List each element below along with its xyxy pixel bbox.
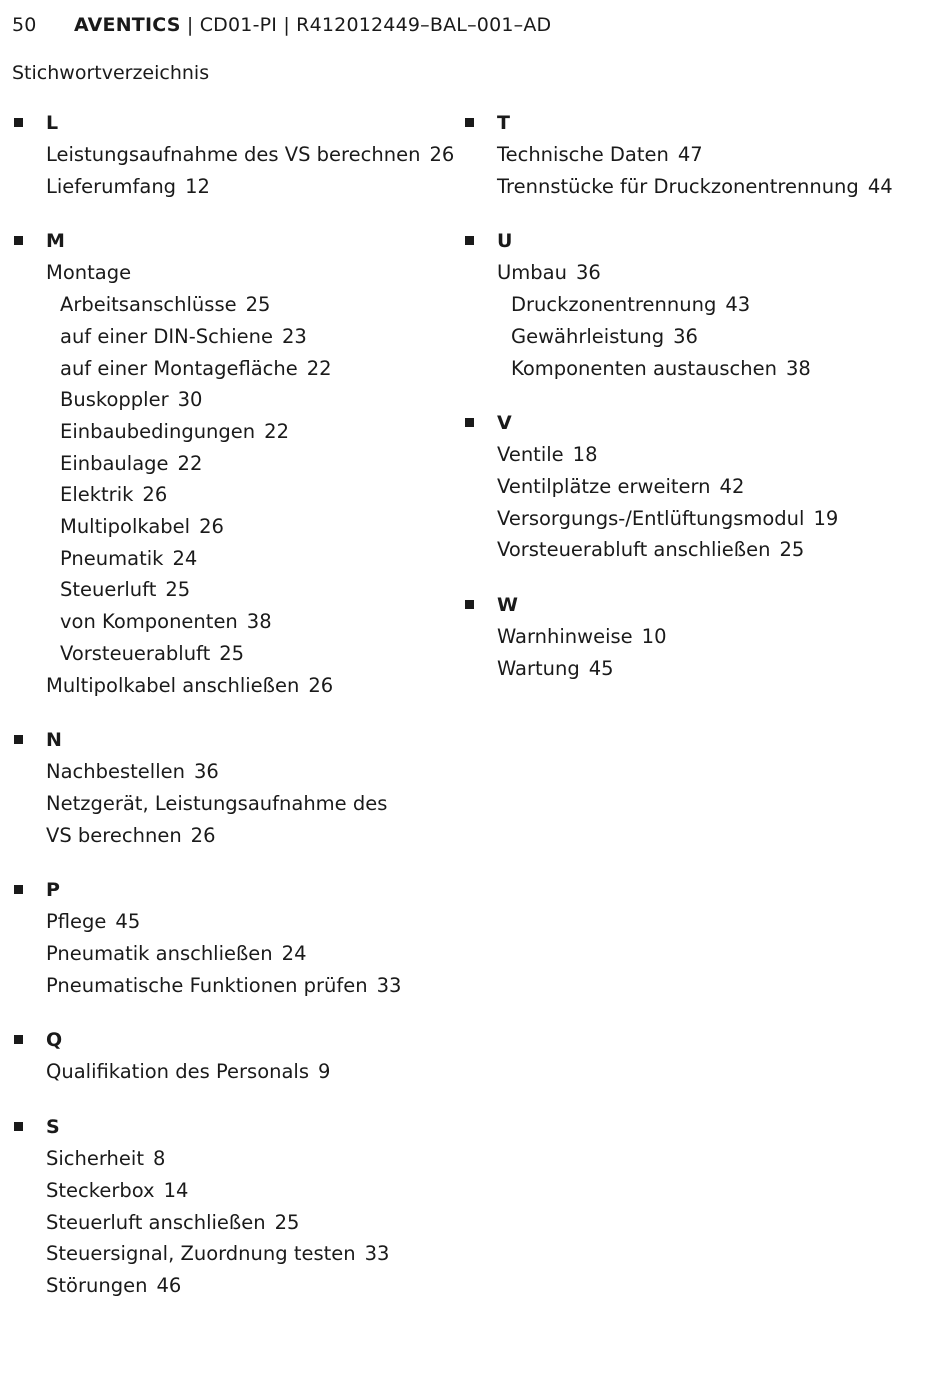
page-reference: 30	[177, 388, 203, 412]
index-subentry: auf einer Montagefläche 22	[60, 356, 332, 380]
index-entry: Steckerbox 14	[46, 1178, 189, 1202]
page-reference: 22	[177, 451, 203, 475]
page-reference: 18	[572, 443, 598, 467]
section-letter: P	[46, 879, 60, 902]
page-reference: 36	[575, 261, 601, 285]
page-reference: 33	[364, 1242, 390, 1266]
page-reference: 22	[264, 419, 289, 443]
page-reference: 38	[785, 356, 811, 380]
index-entry: Steuerluft anschließen 25	[46, 1210, 300, 1234]
index-subentry: Einbaulage 22	[60, 451, 203, 475]
square-bullet-icon	[14, 735, 23, 744]
index-entry: Umbau 36	[497, 261, 601, 285]
brand-name: AVENTICS	[74, 14, 181, 36]
square-bullet-icon	[14, 1035, 23, 1044]
section-letter: S	[46, 1116, 60, 1139]
section-letter: L	[46, 112, 59, 134]
page-reference: 26	[429, 143, 455, 166]
index-column-right	[463, 107, 933, 707]
index-entry: Wartung 45	[497, 656, 614, 680]
page-reference: 33	[376, 973, 402, 997]
index-entry: Pneumatische Funktionen prüfen 33	[46, 973, 402, 997]
page-reference: 23	[281, 324, 307, 348]
index-section-l	[12, 107, 455, 202]
page-number: 50	[12, 14, 37, 36]
index-entry: Trennstücke für Druckzonentrennung 44	[497, 174, 893, 198]
index-entry: Störungen 46	[46, 1273, 182, 1297]
index-entry: Ventile 18	[497, 443, 598, 467]
page-reference: 19	[813, 506, 839, 530]
index-entry: Ventilplätze erweitern 42	[497, 474, 745, 498]
page-header	[12, 12, 551, 38]
page-reference: 25	[245, 293, 271, 317]
section-letter: M	[46, 230, 65, 253]
index-subentry: Komponenten austauschen 38	[511, 356, 811, 380]
page-reference: 38	[246, 610, 272, 634]
index-subentry: Steuerluft 25	[60, 578, 191, 602]
square-bullet-icon	[14, 236, 23, 245]
index-subentry: Druckzonentrennung 43	[511, 293, 751, 317]
index-subentry: von Komponenten 38	[60, 610, 272, 634]
index-subentry: Gewährleistung 36	[511, 324, 698, 348]
page-reference: 46	[156, 1273, 182, 1297]
index-section-p	[12, 874, 452, 1001]
page-reference: 10	[641, 625, 667, 649]
page-reference: 36	[194, 760, 219, 784]
index-subentry: Vorsteuerabluft 25	[60, 641, 245, 665]
page-reference: 12	[185, 174, 210, 198]
page-reference: 43	[725, 293, 751, 317]
page-reference: 25	[219, 641, 245, 665]
index-entry: Pflege 45	[46, 910, 141, 934]
index-subentry: Pneumatik 24	[60, 546, 198, 570]
index-entry: Steuersignal, Zuordnung testen 33	[46, 1242, 390, 1266]
page-reference: 25	[274, 1210, 300, 1234]
index-entry: Technische Daten 47	[497, 143, 703, 166]
index-section-s	[12, 1111, 452, 1302]
page-reference: 26	[190, 823, 216, 847]
square-bullet-icon	[465, 118, 474, 127]
square-bullet-icon	[14, 118, 23, 127]
page-reference: 22	[306, 356, 332, 380]
index-entry: Vorsteuerabluft anschließen 25	[497, 538, 805, 562]
index-entry: Multipolkabel anschließen 26	[46, 673, 334, 697]
section-letter: U	[497, 230, 513, 253]
index-entry: Leistungsaufnahme des VS berechnen 26	[46, 143, 455, 166]
page-reference: 26	[142, 483, 168, 507]
index-entry: Pneumatik anschließen 24	[46, 942, 307, 966]
page-reference: 9	[318, 1060, 331, 1084]
index-entry: Nachbestellen 36	[46, 760, 219, 784]
page-reference: 8	[152, 1147, 166, 1171]
index-subentry: auf einer DIN-Schiene 23	[60, 324, 307, 348]
page-reference: 44	[867, 174, 893, 198]
index-entry: Netzgerät, Leistungsaufnahme des VS berechnen 26	[46, 791, 388, 847]
square-bullet-icon	[465, 418, 474, 427]
index-column-left	[12, 107, 455, 1325]
page-reference: 45	[115, 910, 141, 934]
page-reference: 25	[779, 538, 805, 562]
index-entry: Sicherheit 8	[46, 1147, 166, 1171]
square-bullet-icon	[14, 1122, 23, 1131]
document-reference: | CD01-PI | R412012449–BAL–001–AD	[180, 14, 552, 36]
index-section-q	[12, 1024, 452, 1088]
index-section-v	[463, 407, 933, 566]
page-reference: 24	[172, 546, 198, 570]
page-reference: 14	[163, 1178, 189, 1202]
index-entry: Qualifikation des Personals 9	[46, 1060, 331, 1084]
index-entry: Montage	[46, 261, 132, 285]
index-section-t	[463, 107, 933, 202]
square-bullet-icon	[14, 885, 23, 894]
page-reference: 25	[165, 578, 191, 602]
page-title: Stichwortverzeichnis	[12, 62, 210, 84]
section-letter: N	[46, 729, 62, 752]
index-subentry: Elektrik 26	[60, 483, 168, 507]
square-bullet-icon	[465, 236, 474, 245]
index-section-u	[463, 225, 933, 384]
section-letter: V	[497, 412, 512, 435]
page-reference: 47	[677, 143, 703, 166]
index-section-w	[463, 589, 933, 684]
index-section-n	[12, 724, 452, 851]
page-reference: 26	[199, 515, 224, 539]
index-entry: Warnhinweise 10	[497, 625, 667, 649]
square-bullet-icon	[465, 600, 474, 609]
index-entry: Versorgungs-/Entlüftungsmodul 19	[497, 506, 839, 530]
index-subentry: Buskoppler 30	[60, 388, 203, 412]
index-subentry: Einbaubedingungen 22	[60, 419, 289, 443]
index-subentry: Arbeitsanschlüsse 25	[60, 293, 271, 317]
section-letter: T	[497, 112, 510, 134]
page-reference: 42	[719, 474, 745, 498]
section-letter: W	[497, 594, 518, 617]
page-reference: 45	[588, 656, 614, 680]
index-subentry: Multipolkabel 26	[60, 515, 224, 539]
page-reference: 36	[673, 324, 698, 348]
index-section-m	[12, 225, 452, 701]
index-entry: Lieferumfang 12	[46, 174, 210, 198]
section-letter: Q	[46, 1029, 63, 1052]
page-reference: 24	[281, 942, 307, 966]
page-reference: 26	[308, 673, 334, 697]
